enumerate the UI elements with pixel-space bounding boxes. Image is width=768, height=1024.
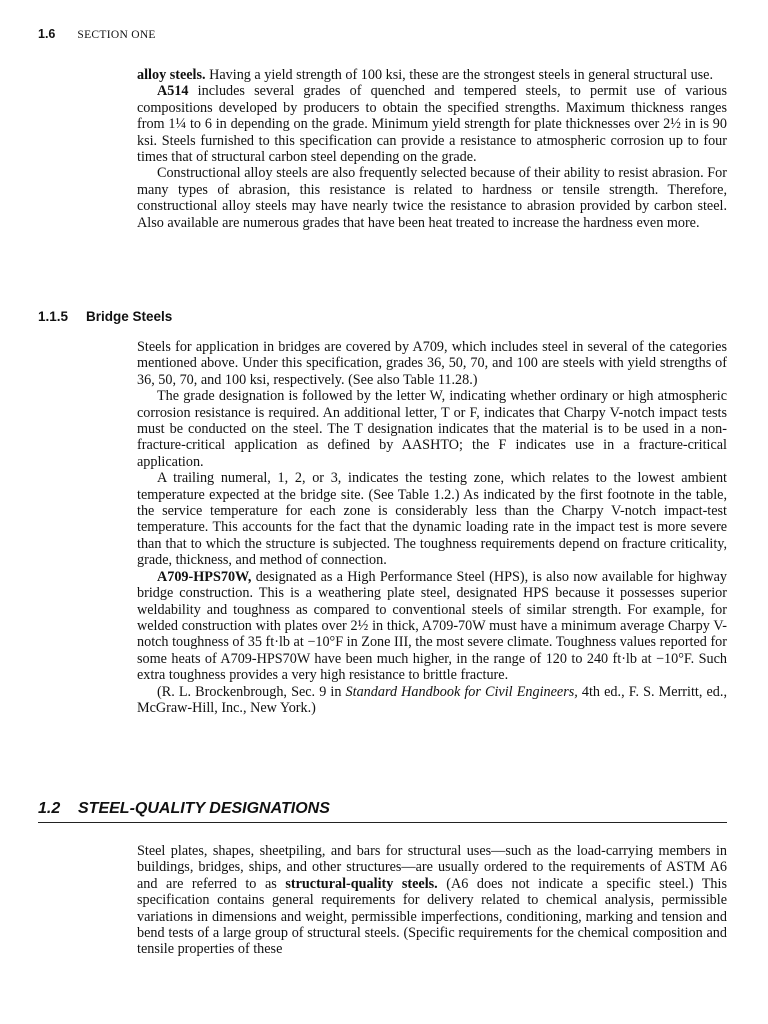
paragraph-text: Having a yield strength of 100 ksi, these are the strongest steels in general structural use. xyxy=(205,67,714,83)
paragraph-text: designated as a High Performance Steel (HPS), is also now available for highway bridge construction. This is a weathering plate steel, designated HPS because it possesses superior weldability and toughness as compared to conventional steels of similar strength. For example, for welded construction with plates over 2½ in thick, A709-70W must have a minimum average Charpy V-notch toughness of 35 ft·lb at −10°F in Zone III, the most severe climate. Toughness values reported for some heats of A709-HPS70W have been much higher, in the range of 120 to 240 ft·lb at −10°F. Such extra toughness provides a very high resistance to brittle fracture. xyxy=(137,568,727,684)
steel-quality-text xyxy=(137,843,727,958)
paragraph xyxy=(137,569,727,684)
paragraph xyxy=(137,83,727,165)
subsection-heading xyxy=(38,309,172,324)
paragraph: The grade designation is followed by the letter W, indicating whether ordinary or high atmospheric corrosion resistance is required. An additional letter, T or F, indicates that Charpy V-notch impact tests must be conducted on the steel. The T designation indicates that the material is to be used in a non-fracture-critical application as defined by AASHTO; the F indicates use in a fracture-critical application. xyxy=(137,388,727,470)
paragraph xyxy=(137,843,727,958)
citation xyxy=(137,684,727,717)
bold-term: alloy steels. xyxy=(137,67,206,83)
citation-text: 4th ed., F. S. Merritt, ed., McGraw-Hill, Inc., New York.) xyxy=(137,683,727,716)
paragraph-text: includes several grades of quenched and tempered steels, to permit use of various compositions developed by producers to obtain the specified strengths. Maximum thickness ranges from 1¼ to 6 in depending on the grade. Minimum yield strength for plate thicknesses over 2½ in is 90 ksi. Steels furnished to this specification can provide a resistance to atmospheric corrosion up to four times that of structural carbon steel depending on the grade. xyxy=(137,83,727,166)
bold-term: A514 xyxy=(157,83,189,100)
section-number: 1.2 xyxy=(38,800,61,817)
bold-term: A709-HPS70W, xyxy=(157,568,252,585)
paragraph xyxy=(137,67,727,83)
subsection-number: 1.1.5 xyxy=(38,309,69,324)
bold-term: structural-quality steels. xyxy=(285,875,438,892)
paragraph: A trailing numeral, 1, 2, or 3, indicates the testing zone, which relates to the lowest ambient temperature expected at the bridge site. (See Table 1.2.) As indicated by the first footnote in the table, the service temperature for each zone is considerably less than the Charpy V-notch impact-test temperature. This accounts for the fact that the dynamic loading rate in the impact test is more severe than that to which the structure is subjected. The toughness requirements depend on fracture criticality, grade, thickness, and method of connection. xyxy=(137,470,727,569)
subsection-title: Bridge Steels xyxy=(86,309,173,324)
paragraph-text: Steel plates, shapes, sheetpiling, and bars for structural uses—such as the load-carrying members in buildings, bridges, ships, and other structures—are usually ordered to the requirements of ASTM A6 and are referred to as xyxy=(137,843,727,892)
section-heading xyxy=(38,800,727,823)
citation-text: (R. L. Brockenbrough, Sec. 9 in xyxy=(157,683,346,700)
paragraph-text: (A6 does not indicate a specific steel.) This specification contains general requirements for delivery related to chemical analysis, permissible variations in dimensions and weight, permissible imperfections, conditioning, marking and tension and bend tests of a large group of structural steels. (Specific requirements for the chemical composition and tensile properties of these xyxy=(137,875,727,958)
section-title: STEEL-QUALITY DESIGNATIONS xyxy=(78,800,330,817)
paragraph: Steels for application in bridges are covered by A709, which includes steel in several of the categories mentioned above. Under this specification, grades 36, 50, 70, and 100 are steels with yield strengths of 36, 50, 70, and 100 ksi, respectively. (See also Table 11.28.) xyxy=(137,339,727,388)
paragraph: Constructional alloy steels are also frequently selected because of their ability to resist abrasion. For many types of abrasion, this resistance is related to hardness or tensile strength. Therefore, constructional alloy steels may have nearly twice the resistance to abrasion provided by carbon steel. Also available are numerous grades that have been heat treated to increase the hardness even more. xyxy=(137,165,727,231)
citation-title: Standard Handbook for Civil Engineers, xyxy=(345,683,578,700)
page-number: 1.6 xyxy=(38,27,56,41)
running-section-name: SECTION ONE xyxy=(77,29,156,41)
alloy-steels-text xyxy=(137,67,727,231)
bridge-steels-text xyxy=(137,339,727,716)
page-header xyxy=(38,27,156,43)
